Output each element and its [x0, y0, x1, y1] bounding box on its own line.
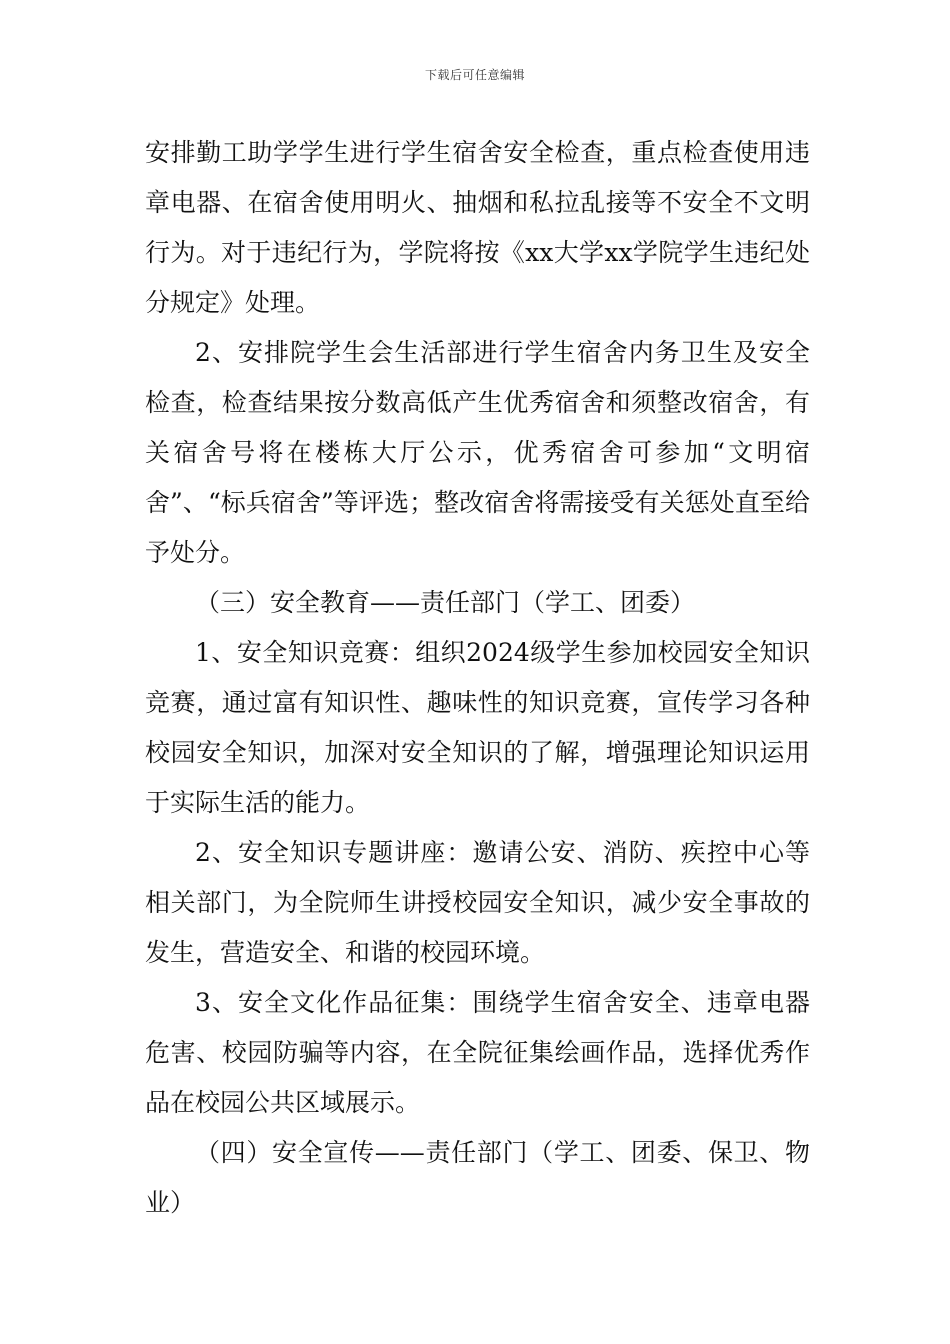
paragraph-item-2b: 2、安全知识专题讲座：邀请公安、消防、疾控中心等相关部门，为全院师生讲授校园安全知识，减少安全事故的发生，营造安全、和谐的校园环境。 — [145, 838, 810, 967]
document-body — [145, 128, 810, 1228]
section-heading-3: （三）安全教育——责任部门（学工、团委） — [195, 588, 696, 617]
paragraph-item-1: 1、安全知识竞赛：组织2024级学生参加校园安全知识竞赛，通过富有知识性、趣味性的知识竞赛，宣传学习各种校园安全知识，加深对安全知识的了解，增强理论知识运用于实际生活的能力。 — [145, 638, 810, 817]
paragraph-item-3: 3、安全文化作品征集：围绕学生宿舍安全、违章电器危害、校园防骗等内容，在全院征集绘画作品，选择优秀作品在校园公共区域展示。 — [145, 988, 810, 1117]
section-heading-4: （四）安全宣传——责任部门（学工、团委、保卫、物业） — [145, 1138, 810, 1217]
page-header: 下载后可任意编辑 — [424, 68, 525, 82]
paragraph-item-2: 2、安排院学生会生活部进行学生宿舍内务卫生及安全检查，检查结果按分数高低产生优秀宿舍和须整改宿舍，有关宿舍号将在楼栋大厅公示，优秀宿舍可参加“文明宿舍”、“标兵宿舍”等评选；整改宿舍将需接受有关惩处直至给予处分。 — [145, 338, 810, 567]
paragraph-continuation: 安排勤工助学学生进行学生宿舍安全检查，重点检查使用违章电器、在宿舍使用明火、抽烟和私拉乱接等不安全不文明行为。对于违纪行为，学院将按《xx大学xx学院学生违纪处分规定》处理。 — [145, 138, 810, 317]
